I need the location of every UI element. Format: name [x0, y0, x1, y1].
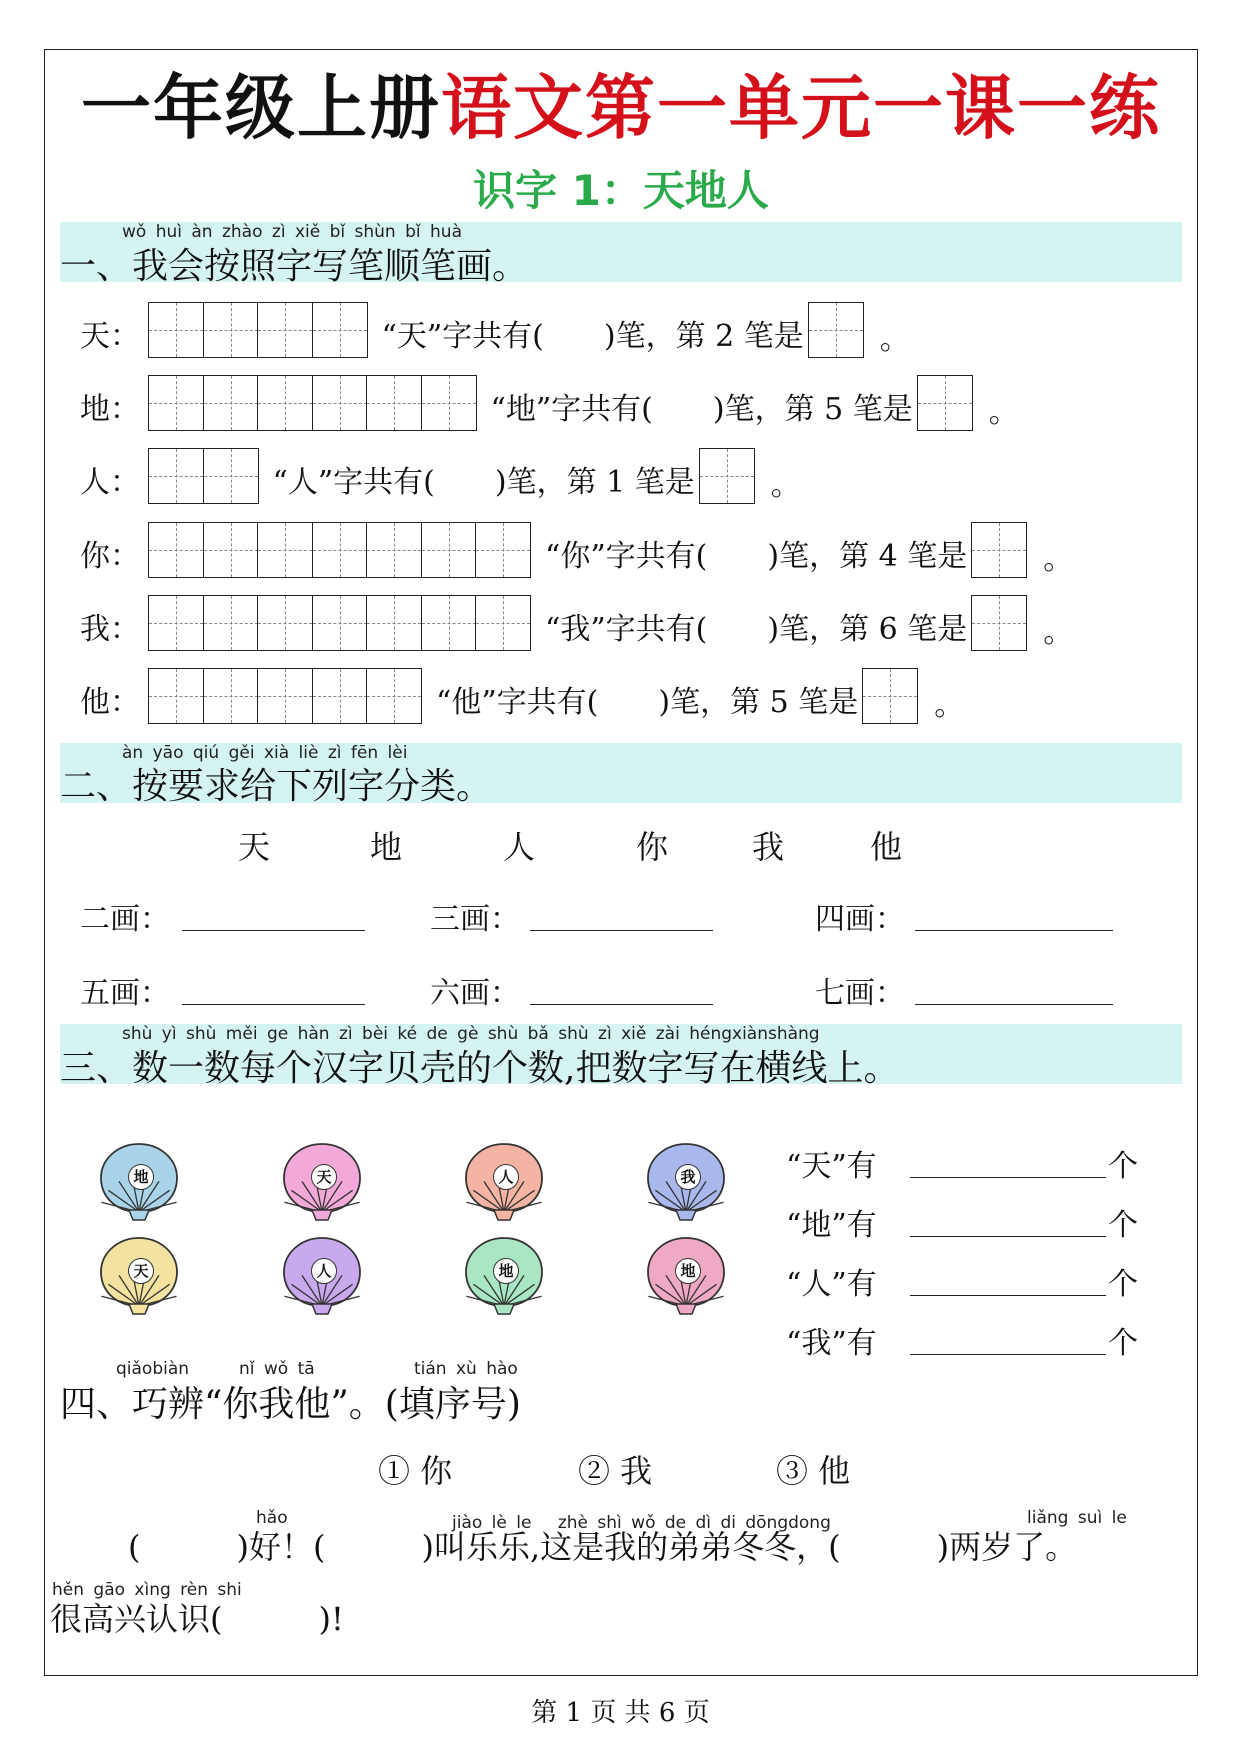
- stroke-grid: [148, 522, 531, 578]
- stroke-cell[interactable]: [257, 375, 313, 431]
- section3-title: 三、数一数每个汉字贝壳的个数,把数字写在横线上。: [60, 1048, 900, 1089]
- stroke-cell[interactable]: [699, 448, 755, 504]
- stroke-cell[interactable]: [312, 595, 368, 651]
- answer-stroke-box: [971, 522, 1027, 578]
- stroke-cell[interactable]: [475, 595, 531, 651]
- answer-blank[interactable]: [915, 930, 1113, 931]
- section4-title: 四、巧辨“你我他”。(填序号): [60, 1384, 521, 1425]
- classify-char: 我: [752, 828, 785, 866]
- stroke-question: “你”字共有( )笔，第 4 笔是: [545, 539, 968, 574]
- stroke-cell[interactable]: [475, 522, 531, 578]
- answer-blank[interactable]: [530, 1004, 713, 1005]
- row-char-label: 人：: [80, 465, 140, 500]
- end-mark: 。: [770, 468, 801, 503]
- stroke-cell[interactable]: [366, 375, 422, 431]
- stroke-cell[interactable]: [366, 595, 422, 651]
- end-mark: 。: [1043, 542, 1074, 577]
- pinyin-line2: hěn gāo xìng rèn shi: [52, 1580, 242, 1600]
- stroke-cell[interactable]: [971, 595, 1027, 651]
- stroke-cell[interactable]: [257, 522, 313, 578]
- stroke-cell[interactable]: [203, 522, 259, 578]
- stroke-cell[interactable]: [312, 668, 368, 724]
- stroke-cell[interactable]: [203, 375, 259, 431]
- answer-blank[interactable]: [182, 930, 365, 931]
- answer-blank[interactable]: [530, 930, 713, 931]
- stroke-question: “天”字共有( )笔，第 2 笔是: [381, 319, 804, 354]
- count-label: “人”有: [786, 1267, 877, 1302]
- stroke-grid: [148, 448, 259, 504]
- shell-icon: [462, 1232, 546, 1316]
- lesson-subtitle: 识字 1：天地人: [473, 166, 769, 215]
- shell-char-label: 天: [128, 1258, 154, 1284]
- worksheet-title: [44, 52, 1198, 153]
- answer-blank[interactable]: [182, 1004, 365, 1005]
- stroke-cell[interactable]: [148, 522, 204, 578]
- shell-char-label: 我: [675, 1164, 701, 1190]
- stroke-cell[interactable]: [312, 375, 368, 431]
- stroke-cell[interactable]: [971, 522, 1027, 578]
- end-mark: 。: [1043, 615, 1074, 650]
- fill-sentence-1: ( )好！( )叫乐乐,这是我的弟弟冬冬，( )两岁了。: [128, 1528, 1078, 1566]
- stroke-grid: [148, 595, 531, 651]
- stroke-grid: [148, 668, 422, 724]
- shell-char-label: 人: [493, 1164, 519, 1190]
- stroke-cell[interactable]: [148, 668, 204, 724]
- stroke-category-label: 二画：: [80, 902, 170, 937]
- shell-char-label: 地: [675, 1258, 701, 1284]
- stroke-cell[interactable]: [917, 375, 973, 431]
- pronoun-option: ② 我: [578, 1452, 653, 1490]
- count-blank[interactable]: [910, 1295, 1106, 1296]
- shell-icon: [97, 1138, 181, 1222]
- stroke-category-label: 五画：: [80, 976, 170, 1011]
- stroke-grid: [148, 302, 368, 358]
- stroke-cell[interactable]: [366, 668, 422, 724]
- stroke-category-label: 六画：: [430, 976, 520, 1011]
- end-mark: 。: [879, 322, 910, 357]
- title-black-part: 一年级上册: [81, 67, 441, 149]
- section4-pinyin-a: qiǎobiàn: [116, 1359, 190, 1379]
- shell-icon: [644, 1232, 728, 1316]
- answer-stroke-box: [699, 448, 755, 504]
- shell-icon: [644, 1138, 728, 1222]
- title-red-part: 语文第一单元一课一练: [441, 67, 1161, 149]
- stroke-cell[interactable]: [312, 302, 368, 358]
- stroke-cell[interactable]: [312, 522, 368, 578]
- stroke-cell[interactable]: [203, 448, 259, 504]
- shell-char-label: 地: [493, 1258, 519, 1284]
- count-unit: 个: [1108, 1208, 1138, 1243]
- end-mark: 。: [934, 688, 965, 723]
- stroke-cell[interactable]: [203, 595, 259, 651]
- count-blank[interactable]: [910, 1236, 1106, 1237]
- row-char-label: 他：: [80, 685, 140, 720]
- stroke-cell[interactable]: [203, 302, 259, 358]
- classify-char: 他: [870, 828, 903, 866]
- pinyin-end: liǎng suì le: [1027, 1508, 1127, 1528]
- classify-char: 地: [370, 828, 403, 866]
- stroke-cell[interactable]: [421, 522, 477, 578]
- answer-stroke-box: [971, 595, 1027, 651]
- pinyin-mid: jiào lè le zhè shì wǒ de dì di dōngdong: [452, 1513, 831, 1533]
- page-frame: [44, 49, 1198, 1676]
- stroke-cell[interactable]: [421, 595, 477, 651]
- section4-pinyin-b: nǐ wǒ tā: [239, 1359, 315, 1379]
- stroke-cell[interactable]: [257, 595, 313, 651]
- stroke-category-label: 三画：: [430, 902, 520, 937]
- answer-stroke-box: [808, 302, 864, 358]
- section1-title: 一、我会按照字写笔顺笔画。: [60, 246, 529, 287]
- fill-sentence-2: 很高兴认识( )!: [50, 1600, 344, 1638]
- row-char-label: 天：: [80, 319, 140, 354]
- section3-pinyin: shù yì shù měi ge hàn zì bèi ké de gè shù bǎ shù zì xiě zài héngxiànshàng: [122, 1024, 820, 1044]
- shell-char-label: 天: [311, 1164, 337, 1190]
- classify-char: 人: [503, 828, 536, 866]
- stroke-cell[interactable]: [148, 375, 204, 431]
- shell-icon: [97, 1232, 181, 1316]
- shell-char-label: 地: [128, 1164, 154, 1190]
- answer-stroke-box: [862, 668, 918, 724]
- stroke-question: “地”字共有( )笔，第 5 笔是: [490, 392, 913, 427]
- stroke-cell[interactable]: [148, 595, 204, 651]
- count-unit: 个: [1108, 1149, 1138, 1184]
- end-mark: 。: [988, 395, 1019, 430]
- stroke-cell[interactable]: [808, 302, 864, 358]
- count-label: “我”有: [786, 1326, 877, 1361]
- stroke-cell[interactable]: [203, 668, 259, 724]
- stroke-grid: [148, 375, 477, 431]
- stroke-cell[interactable]: [862, 668, 918, 724]
- classify-char: 天: [238, 828, 271, 866]
- stroke-cell[interactable]: [148, 448, 204, 504]
- stroke-question: “人”字共有( )笔，第 1 笔是: [272, 465, 695, 500]
- pronoun-option: ① 你: [378, 1452, 453, 1490]
- stroke-question: “我”字共有( )笔，第 6 笔是: [545, 612, 968, 647]
- stroke-cell[interactable]: [421, 375, 477, 431]
- count-blank[interactable]: [910, 1354, 1106, 1355]
- row-char-label: 我：: [80, 612, 140, 647]
- count-unit: 个: [1108, 1326, 1138, 1361]
- section2-title: 二、按要求给下列字分类。: [60, 766, 493, 807]
- page-number: 第 1 页 共 6 页: [531, 1698, 710, 1728]
- classify-char: 你: [636, 828, 669, 866]
- stroke-question: “他”字共有( )笔，第 5 笔是: [436, 685, 859, 720]
- answer-blank[interactable]: [915, 1004, 1113, 1005]
- shell-icon: [280, 1138, 364, 1222]
- pinyin-hao: hǎo: [256, 1508, 288, 1528]
- count-blank[interactable]: [910, 1177, 1106, 1178]
- stroke-cell[interactable]: [257, 668, 313, 724]
- stroke-cell[interactable]: [148, 302, 204, 358]
- count-label: “地”有: [786, 1208, 877, 1243]
- stroke-category-label: 四画：: [815, 902, 905, 937]
- pronoun-option: ③ 他: [776, 1452, 851, 1490]
- section1-pinyin: wǒ huì àn zhào zì xiě bǐ shùn bǐ huà: [122, 222, 462, 242]
- count-unit: 个: [1108, 1267, 1138, 1302]
- section4-pinyin-c: tián xù hào: [414, 1359, 518, 1379]
- shell-icon: [280, 1232, 364, 1316]
- row-char-label: 地：: [80, 392, 140, 427]
- shell-icon: [462, 1138, 546, 1222]
- section2-pinyin: àn yāo qiú gěi xià liè zì fēn lèi: [122, 743, 408, 763]
- stroke-cell[interactable]: [366, 522, 422, 578]
- stroke-cell[interactable]: [257, 302, 313, 358]
- row-char-label: 你：: [80, 539, 140, 574]
- answer-stroke-box: [917, 375, 973, 431]
- count-label: “天”有: [786, 1149, 877, 1184]
- stroke-category-label: 七画：: [815, 976, 905, 1011]
- shell-char-label: 人: [311, 1258, 337, 1284]
